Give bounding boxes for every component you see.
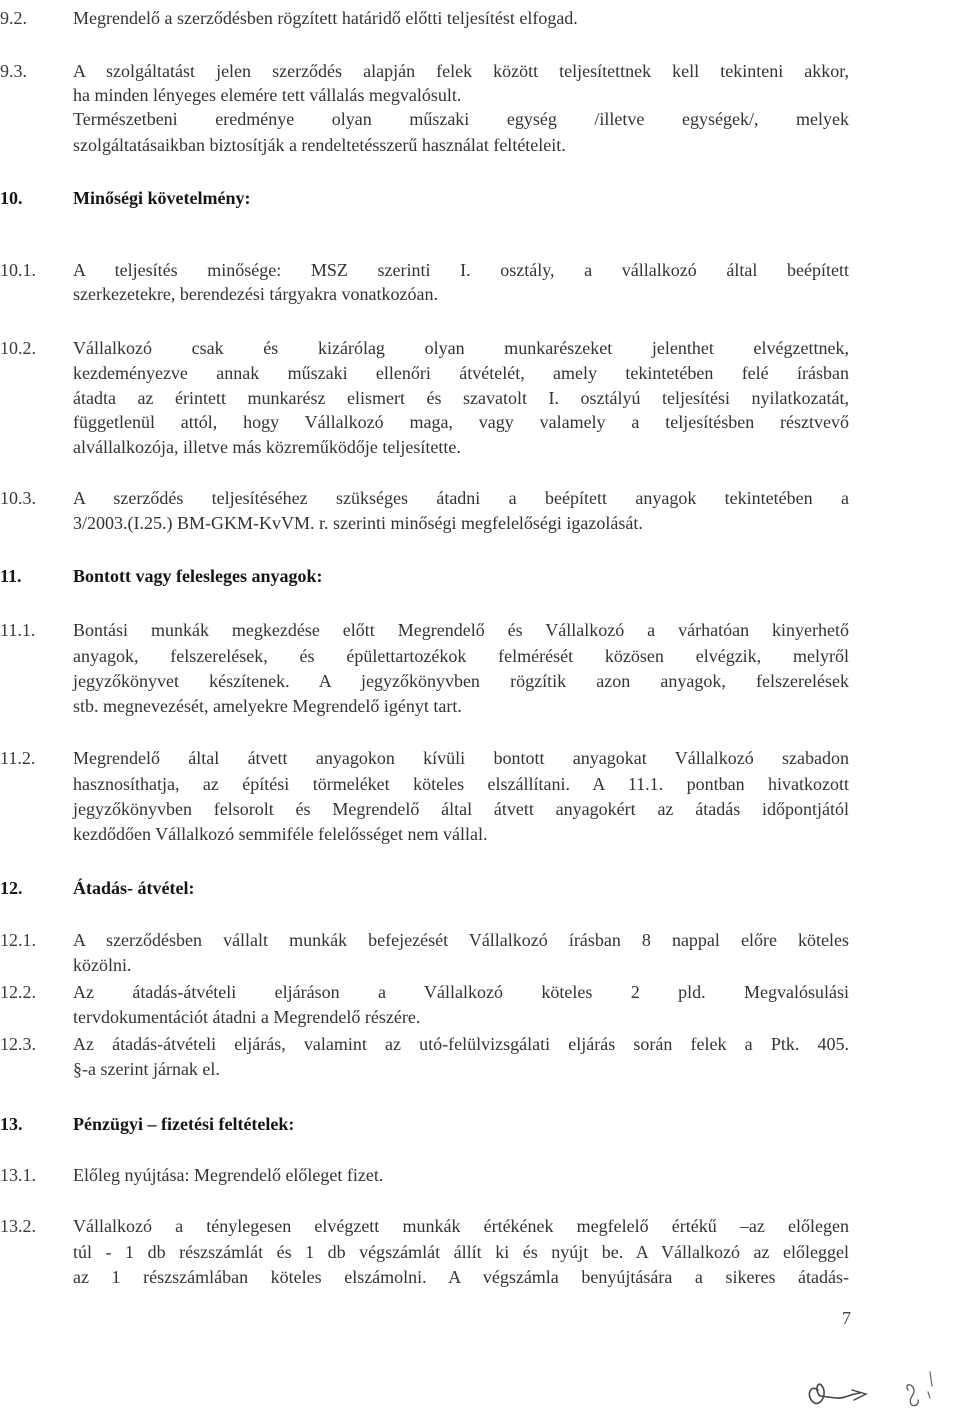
paragraph-line: anyagok, felszerelések, és épülettartozékok felmérését közösen elvégzik, melyről <box>73 646 849 666</box>
section-number: 11. <box>0 566 22 586</box>
paragraph-line: Természetbeni eredménye olyan műszaki egység /illetve egységek/, melyek <box>73 109 849 129</box>
paragraph-line: A szolgáltatást jelen szerződés alapján felek között teljesítettnek kell tekinteni akkor, <box>73 61 849 81</box>
section-title: Átadás- átvétel: <box>73 878 195 898</box>
section-number: 12. <box>0 878 23 898</box>
paragraph-line: alvállalkozója, illetve más közreműködője teljesítette. <box>73 437 461 457</box>
paragraph-line: Vállalkozó a ténylegesen elvégzett munkák értékének megfelelő értékű –az előlegen <box>73 1216 849 1236</box>
paragraph-line: A teljesítés minősége: MSZ szerinti I. osztály, a vállalkozó által beépített <box>73 260 849 280</box>
paragraph-line: az 1 részszámlában köteles elszámolni. A végszámla benyújtására a sikeres átadás- <box>73 1267 849 1287</box>
paragraph-line: jegyzőkönyvet készítenek. A jegyzőkönyvben rögzítik azon anyagok, felszerelések <box>73 671 849 691</box>
paragraph-line: ha minden lényeges elemére tett vállalás megvalósult. <box>73 85 462 105</box>
paragraph-number: 10.3. <box>0 488 36 508</box>
handwritten-initials-signature <box>780 1360 950 1415</box>
paragraph-line: A szerződés teljesítéséhez szükséges átadni a beépített anyagok tekintetében a <box>73 488 849 508</box>
page-number: 7 <box>842 1308 851 1328</box>
paragraph-number: 10.2. <box>0 338 36 358</box>
section-title: Pénzügyi – fizetési feltételek: <box>73 1114 295 1134</box>
paragraph-number: 9.3. <box>0 61 27 81</box>
paragraph-line: Megrendelő a szerződésben rögzített határidő előtti teljesítést elfogad. <box>73 8 578 28</box>
paragraph-line: túl - 1 db részszámlát és 1 db végszámlát állít ki és nyújt be. A Vállalkozó az előleggel <box>73 1242 849 1262</box>
paragraph-line: Az átadás-átvételi eljáráson a Vállalkozó köteles 2 pld. Megvalósulási <box>73 982 849 1002</box>
section-title: Bontott vagy felesleges anyagok: <box>73 566 323 586</box>
paragraph-number: 12.2. <box>0 982 36 1002</box>
section-number: 13. <box>0 1114 23 1134</box>
paragraph-line: A szerződésben vállalt munkák befejezését Vállalkozó írásban 8 nappal előre köteles <box>73 930 849 950</box>
paragraph-number: 9.2. <box>0 8 27 28</box>
paragraph-number: 10.1. <box>0 260 36 280</box>
paragraph-line: kezdődően Vállalkozó semmiféle felelősséget nem vállal. <box>73 824 488 844</box>
paragraph-number: 11.1. <box>0 620 36 640</box>
paragraph-line: hasznosíthatja, az építési törmeléket köteles elszállítani. A 11.1. pontban hivatkozott <box>73 774 849 794</box>
section-title: Minőségi követelmény: <box>73 188 251 208</box>
paragraph-number: 12.3. <box>0 1034 36 1054</box>
paragraph-line: Előleg nyújtása: Megrendelő előleget fizet. <box>73 1165 384 1185</box>
paragraph-line: függetlenül attól, hogy Vállalkozó maga, vagy valamely a teljesítésben résztvevő <box>73 412 849 432</box>
paragraph-line: §-a szerint járnak el. <box>73 1059 220 1079</box>
paragraph-line: kezdeményezve annak műszaki ellenőri átvételét, amely tekintetében felé írásban <box>73 363 849 383</box>
paragraph-line: Bontási munkák megkezdése előtt Megrendelő és Vállalkozó a várhatóan kinyerhető <box>73 620 849 640</box>
paragraph-line: 3/2003.(I.25.) BM-GKM-KvVM. r. szerinti minőségi megfelelőségi igazolását. <box>73 513 643 533</box>
paragraph-number: 12.1. <box>0 930 36 950</box>
paragraph-line: átadta az érintett munkarész elismert és szavatolt I. osztályú teljesítési nyilatkozatát, <box>73 388 849 408</box>
paragraph-line: szolgáltatásaikban biztosítják a rendeltetésszerű használat feltételeit. <box>73 135 566 155</box>
paragraph-line: közölni. <box>73 955 132 975</box>
paragraph-line: Az átadás-átvételi eljárás, valamint az utó-felülvizsgálati eljárás során felek a Ptk. 405. <box>73 1034 849 1054</box>
paragraph-line: jegyzőkönyvben felsorolt és Megrendelő által átvett anyagokért az átadás időpontjától <box>73 799 849 819</box>
paragraph-line: szerkezetekre, berendezési tárgyakra vonatkozóan. <box>73 284 438 304</box>
paragraph-line: stb. megnevezését, amelyekre Megrendelő igényt tart. <box>73 696 462 716</box>
paragraph-number: 13.2. <box>0 1216 36 1236</box>
paragraph-line: Megrendelő által átvett anyagokon kívüli bontott anyagokat Vállalkozó szabadon <box>73 748 849 768</box>
section-number: 10. <box>0 188 23 208</box>
paragraph-line: Vállalkozó csak és kizárólag olyan munkarészeket jelenthet elvégzettnek, <box>73 338 849 358</box>
paragraph-line: tervdokumentációt átadni a Megrendelő részére. <box>73 1007 421 1027</box>
paragraph-number: 11.2. <box>0 748 36 768</box>
paragraph-number: 13.1. <box>0 1165 36 1185</box>
